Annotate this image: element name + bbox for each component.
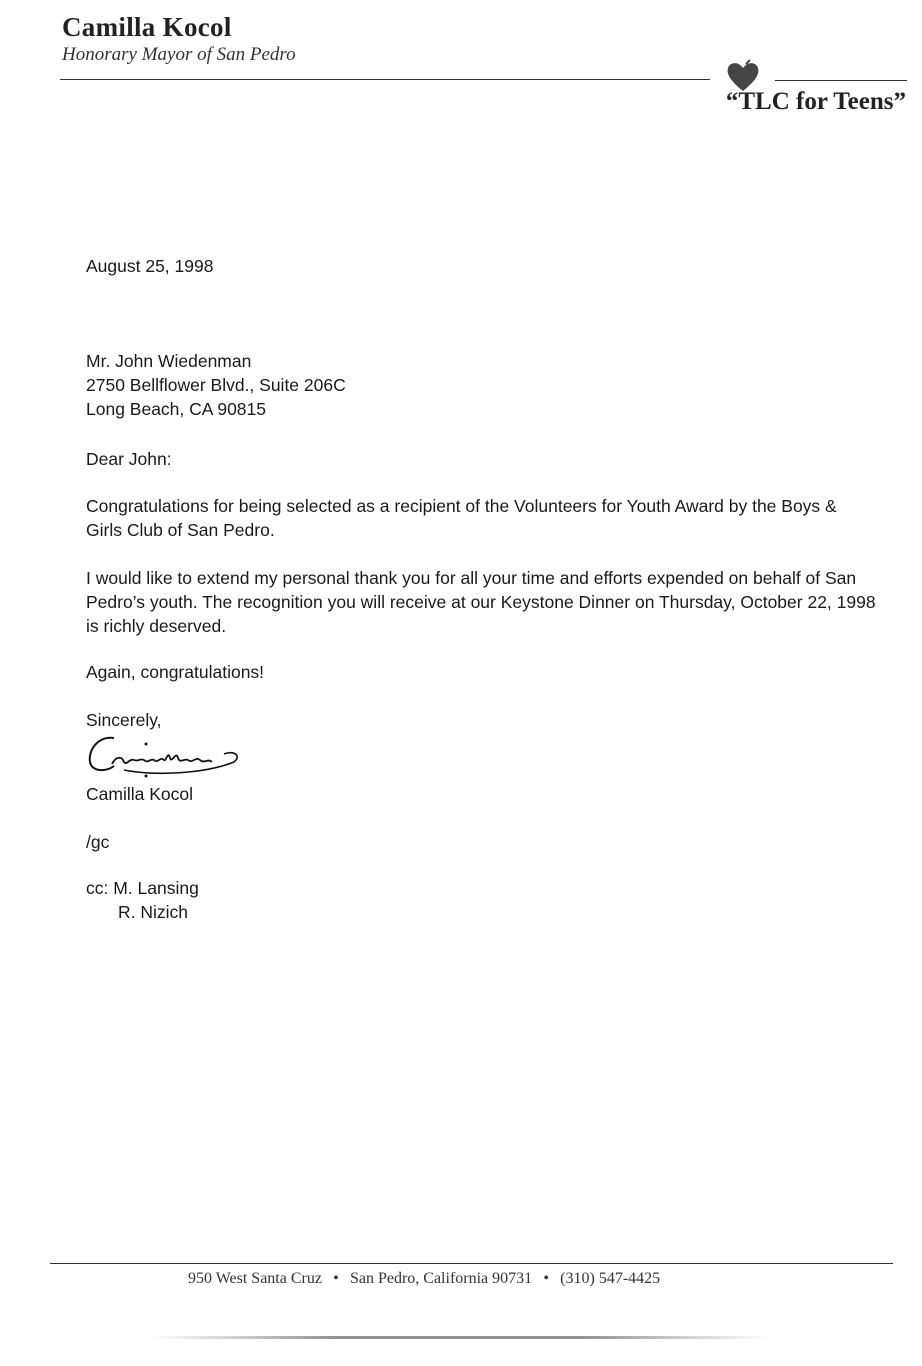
recipient-city: Long Beach, CA 90815 xyxy=(86,399,267,419)
body-paragraph: Again, congratulations! xyxy=(86,662,265,682)
recipient-name: Mr. John Wiedenman xyxy=(86,351,252,371)
letter-date: August 25, 1998 xyxy=(86,256,214,276)
typist-initials: /gc xyxy=(86,832,110,852)
closing: Sincerely, xyxy=(86,710,162,730)
cc-line: R. Nizich xyxy=(118,902,189,922)
footer-separator: • xyxy=(333,1270,339,1287)
cc-line: cc: M. Lansing xyxy=(86,878,199,898)
signer-name: Camilla Kocol xyxy=(86,784,193,804)
footer-divider xyxy=(50,1263,893,1264)
scan-edge-line xyxy=(150,1336,770,1339)
footer-street: 950 West Santa Cruz xyxy=(188,1270,322,1287)
footer-address xyxy=(188,1270,660,1288)
footer-city: San Pedro, California 90731 xyxy=(349,1270,533,1287)
recipient-street: 2750 Bellflower Blvd., Suite 206C xyxy=(86,375,346,395)
footer-phone: (310) 547-4425 xyxy=(560,1270,661,1287)
letterhead-name: Camilla Kocol xyxy=(62,12,232,42)
body-paragraph: I would like to extend my personal thank you for all your time and efforts expended on behalf of San Pedro’s youth. The recognition you will receive at our Keystone Dinner on Thursday, October 22, 1998 is richly deserved. xyxy=(86,568,876,636)
handwritten-signature xyxy=(84,728,244,782)
cc-line-indented-wrapper xyxy=(86,900,876,924)
recipient-address xyxy=(86,349,876,421)
letterhead-divider-right xyxy=(775,80,907,81)
body-paragraph: Congratulations for being selected as a recipient of the Volunteers for Youth Award by the Boys & Girls Club of San Pedro. xyxy=(86,496,837,540)
cc-list xyxy=(86,876,876,924)
letterhead-title: Honorary Mayor of San Pedro xyxy=(62,44,296,65)
footer-separator: • xyxy=(543,1270,549,1287)
letterhead-divider-left xyxy=(60,79,710,80)
salutation: Dear John: xyxy=(86,449,172,469)
letterhead-tagline: “TLC for Teens” xyxy=(725,88,906,115)
